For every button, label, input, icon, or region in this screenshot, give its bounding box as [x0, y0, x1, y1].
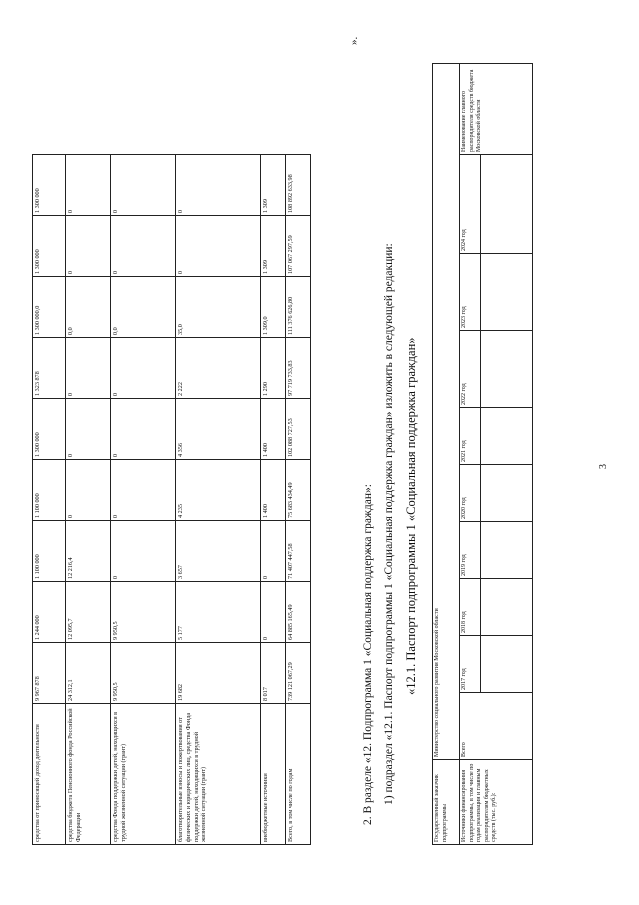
cell-value: 1 400 — [261, 399, 286, 460]
table-cell — [481, 408, 533, 465]
cell-value: 108 892 633,98 — [286, 155, 311, 216]
cell-value: 3 657 — [176, 521, 261, 582]
customer-label: Государственный заказчик подпрограммы — [433, 760, 460, 845]
cell-value: 0 — [176, 216, 261, 277]
column-header: 2017 год — [460, 636, 481, 693]
paragraph-1: 2. В разделе «12. Подпрограмма 1 «Социальная поддержка граждан»: — [362, 484, 374, 825]
cell-value: 19 682 — [176, 643, 261, 704]
cell-value: 2 222 — [176, 338, 261, 399]
funding-sources-label: Источники финансирования подпрограммы, в том числе по годам реализации и главным распорядителям бюджетных средств (тыс. руб.): — [460, 760, 533, 845]
cell-value: 1 300 000,0 — [33, 277, 66, 338]
column-header: 2018 год — [460, 579, 481, 636]
table-row — [176, 155, 261, 845]
row-label: средства бюджета Пенсионного фонда Российской Федерации — [66, 704, 111, 845]
table-cell — [481, 636, 533, 693]
cell-value: 0 — [66, 155, 111, 216]
table-row — [33, 155, 66, 845]
cell-value: 12 095,7 — [66, 582, 111, 643]
table-cell — [481, 254, 533, 331]
cell-value: 9 950,5 — [111, 582, 176, 643]
cell-value: 0 — [111, 521, 176, 582]
table-row — [261, 155, 286, 845]
cell-value: 0 — [261, 521, 286, 582]
cell-value: 1 244 000 — [33, 582, 66, 643]
cell-value: 9 950,5 — [111, 643, 176, 704]
cell-value: 1 300 000 — [33, 216, 66, 277]
cell-value: 739 121 067,29 — [286, 643, 311, 704]
cell-value: 102 088 727,53 — [286, 399, 311, 460]
cell-value: 1 323 878 — [33, 338, 66, 399]
cell-value: 35,0 — [176, 277, 261, 338]
column-header: 2024 год — [460, 155, 481, 254]
cell-value: 1 309 — [261, 155, 286, 216]
cell-value: 71 407 447,58 — [286, 521, 311, 582]
closing-quote: ». — [348, 36, 360, 45]
table-row-total — [286, 155, 311, 845]
cell-value: 0 — [66, 216, 111, 277]
funding-table — [32, 154, 311, 845]
row-label: внебюджетные источники — [261, 704, 286, 845]
paragraph-2: 1) подраздел «12.1. Паспорт подпрограммы 1 «Социальная поддержка граждан» изложить в следующей редакции: — [383, 243, 395, 805]
cell-value: 75 683 434,49 — [286, 460, 311, 521]
customer-value: Министерство социального развития Московской области — [433, 64, 460, 760]
cell-value: 0 — [111, 460, 176, 521]
cell-value: 12 216,4 — [66, 521, 111, 582]
column-header: 2019 год — [460, 522, 481, 579]
cell-value: 0 — [261, 582, 286, 643]
table-cell — [481, 522, 533, 579]
cell-value: 0 — [176, 155, 261, 216]
cell-value: 24 312,1 — [66, 643, 111, 704]
cell-value: 0 — [111, 338, 176, 399]
cell-value: 4 356 — [176, 399, 261, 460]
cell-value: 9 967 878 — [33, 643, 66, 704]
cell-value: 5 177 — [176, 582, 261, 643]
cell-value: 1 309,0 — [261, 277, 286, 338]
table-row — [111, 155, 176, 845]
cell-value: 111 376 626,80 — [286, 277, 311, 338]
cell-value: 1 400 — [261, 460, 286, 521]
table-row — [433, 64, 460, 845]
cell-value: 0 — [111, 399, 176, 460]
table-row — [66, 155, 111, 845]
column-header: Всего — [460, 693, 533, 760]
row-label: средства Фонда поддержки детей, находящихся в трудной жизненной ситуации (грант) — [111, 704, 176, 845]
cell-value: 64 885 165,49 — [286, 582, 311, 643]
column-header: 2023 год — [460, 254, 481, 331]
passport-table — [432, 63, 533, 845]
cell-value: 1 300 000 — [33, 155, 66, 216]
page-number: 3 — [598, 464, 609, 469]
column-header: 2021 год — [460, 408, 481, 465]
cell-value: 4 235 — [176, 460, 261, 521]
cell-value: 1 290 — [261, 338, 286, 399]
column-header: 2020 год — [460, 465, 481, 522]
cell-value: 97 719 733,83 — [286, 338, 311, 399]
cell-value: 0 — [66, 460, 111, 521]
cell-value: 0 — [66, 399, 111, 460]
table-cell — [481, 155, 533, 254]
cell-value: 8 017 — [261, 643, 286, 704]
cell-value: 1 309 — [261, 216, 286, 277]
table-row — [460, 64, 481, 845]
row-label: средства от приносящей доход деятельности — [33, 704, 66, 845]
cell-value: 0,0 — [66, 277, 111, 338]
table-cell — [481, 579, 533, 636]
cell-value: 0,0 — [111, 277, 176, 338]
cell-value: 0 — [111, 155, 176, 216]
cell-value: 107 067 297,59 — [286, 216, 311, 277]
section-heading: «12.1. Паспорт подпрограммы 1 «Социальная поддержка граждан» — [404, 337, 418, 695]
cell-value: 0 — [111, 216, 176, 277]
cell-value: 1 300 000 — [33, 399, 66, 460]
table-cell — [481, 465, 533, 522]
row-label: благотворительные взносы и пожертвования от физических и юридических лиц, средства Фонда поддержки детей, находящихся в трудной жизненной ситуации (грант) — [176, 704, 261, 845]
column-header: 2022 год — [460, 331, 481, 408]
cell-value: 0 — [66, 338, 111, 399]
row-label: Всего, в том числе по годам — [286, 704, 311, 845]
manager-label: Наименование главного распорядителя средств бюджета Московской области — [460, 64, 533, 155]
table-cell — [481, 331, 533, 408]
cell-value: 1 100 000 — [33, 460, 66, 521]
cell-value: 1 100 000 — [33, 521, 66, 582]
